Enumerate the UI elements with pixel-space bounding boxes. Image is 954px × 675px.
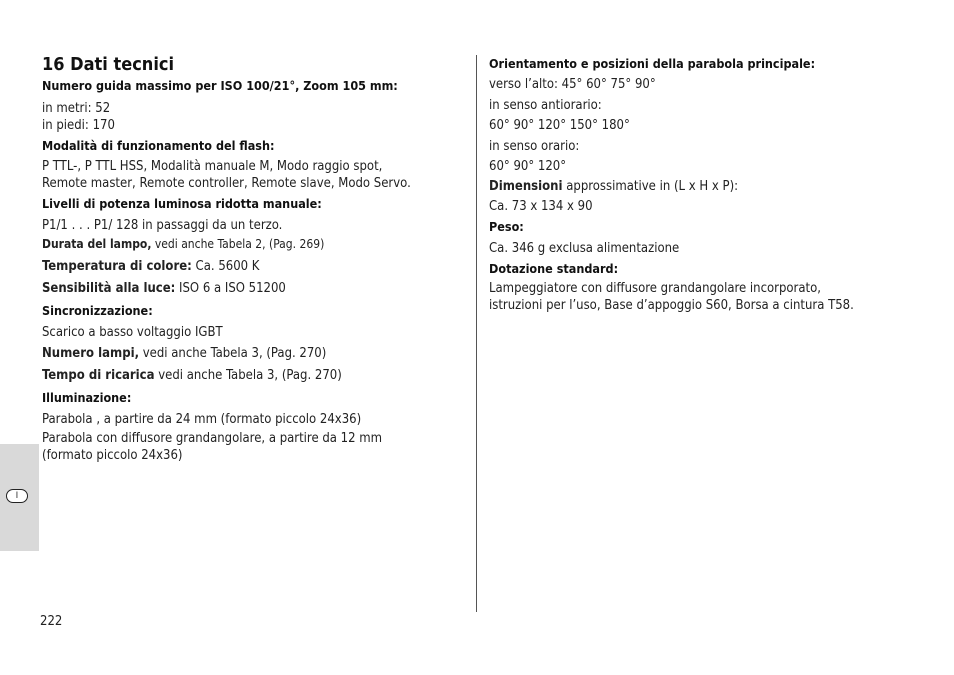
illumination-text-1: Parabola , a partire da 24 mm (formato piccolo 24x36)	[42, 412, 362, 427]
color-temperature-label: Temperatura di colore:	[42, 259, 192, 274]
sync-text: Scarico a basso voltaggio IGBT	[42, 325, 223, 340]
color-temperature-text: Ca. 5600 K	[191, 259, 260, 274]
flash-count-text: vedi anche Tabela 3, (Pag. 270)	[139, 346, 327, 361]
power-text: P1/1 . . . P1/ 128 in passaggi da un terzo.	[42, 218, 283, 233]
dimensions-value: Ca. 73 x 134 x 90	[489, 199, 593, 214]
flash-duration-line	[42, 236, 472, 253]
illumination-heading: Illuminazione:	[42, 390, 132, 405]
standard-equipment-text: Lampeggiatore con diffusore grandangolare incorporato, istruzioni per l’uso, Base d’appoggio S60, Borsa a cintura T58.	[489, 281, 854, 313]
recycle-time-label: Tempo di ricarica	[42, 368, 155, 383]
weight-value: Ca. 346 g exclusa alimentazione	[489, 241, 680, 256]
illumination-text-2: Parabola con diffusore grandangolare, a partire da 12 mm (formato piccolo 24x36)	[42, 431, 383, 463]
sensitivity-text: ISO 6 a ISO 51200	[175, 281, 286, 296]
dimensions-label: Dimensioni	[489, 179, 563, 194]
sensitivity-line	[42, 280, 472, 297]
right-column	[489, 56, 919, 314]
weight-heading: Peso:	[489, 219, 524, 234]
modes-heading: Modalità di funzionamento del flash:	[42, 138, 275, 153]
guide-number-heading: Numero guida massimo per ISO 100/21°, Zoom 105 mm:	[42, 78, 398, 93]
orientation-heading: Orientamento e posizioni della parabola principale:	[489, 56, 816, 71]
sync-heading: Sincronizzazione:	[42, 303, 153, 318]
color-temperature-line	[42, 258, 472, 275]
column-divider	[476, 55, 477, 612]
orientation-cw-label: in senso orario:	[489, 139, 580, 154]
guide-number-meters: in metri: 52	[42, 101, 111, 116]
left-column	[42, 56, 472, 464]
page-title: 16 Dati tecnici	[42, 54, 175, 75]
flash-count-line	[42, 345, 472, 362]
recycle-time-line	[42, 367, 472, 384]
flash-duration-text: vedi anche Tabela 2, (Pag. 269)	[151, 237, 325, 251]
dimensions-line	[489, 178, 919, 195]
recycle-time-text: vedi anche Tabela 3, (Pag. 270)	[154, 368, 342, 383]
orientation-cw-values: 60° 90° 120°	[489, 159, 567, 174]
flash-duration-label: Durata del lampo,	[42, 237, 152, 251]
modes-text: P TTL-, P TTL HSS, Modalità manuale M, Modo raggio spot, Remote master, Remote controller, Remote slave, Modo Servo.	[42, 159, 411, 191]
orientation-ccw-label: in senso antiorario:	[489, 98, 602, 113]
orientation-ccw-values: 60° 90° 120° 150° 180°	[489, 118, 630, 133]
guide-number-feet: in piedi: 170	[42, 118, 115, 133]
standard-equipment-heading: Dotazione standard:	[489, 261, 619, 276]
dimensions-text: approssimative in (L x H x P):	[562, 179, 739, 194]
orientation-up-text: verso l’alto: 45° 60° 75° 90°	[489, 77, 656, 92]
power-heading: Livelli di potenza luminosa ridotta manuale:	[42, 196, 322, 211]
language-badge: I	[6, 489, 28, 503]
page-number: 222	[40, 614, 63, 629]
sensitivity-label: Sensibilità alla luce:	[42, 281, 176, 296]
flash-count-label: Numero lampi,	[42, 346, 140, 361]
